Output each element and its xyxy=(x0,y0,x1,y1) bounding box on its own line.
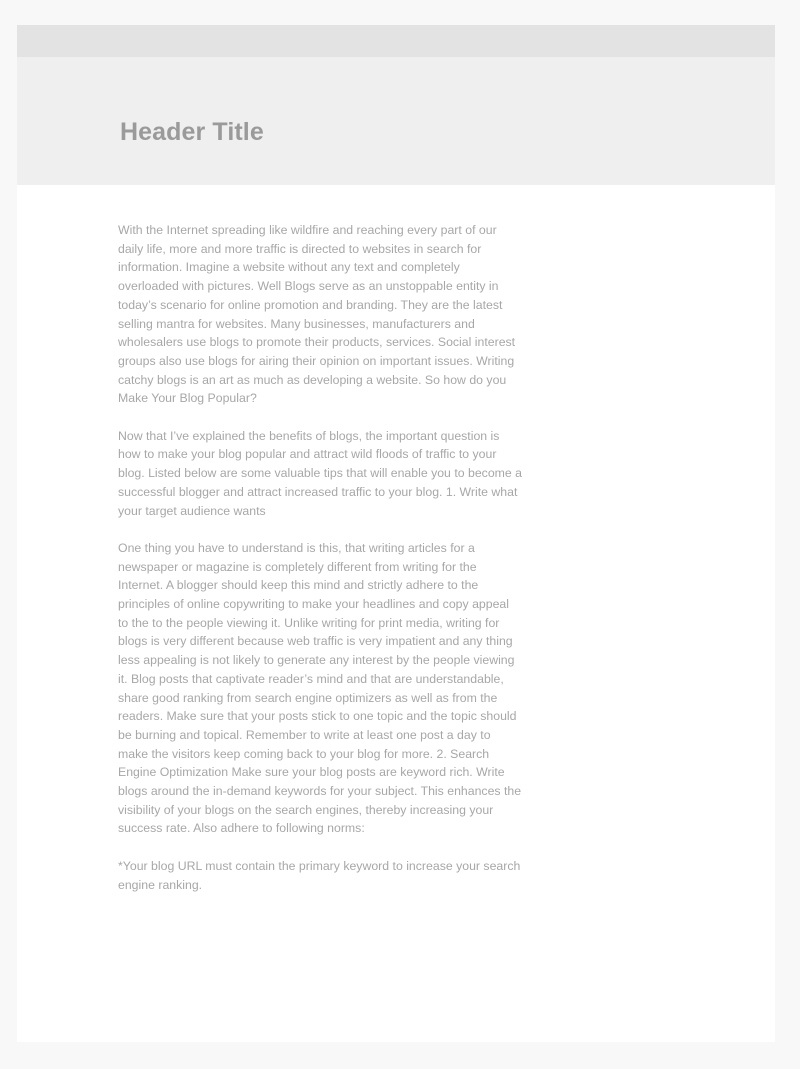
article-body xyxy=(118,221,522,913)
page xyxy=(17,25,775,1042)
page-header xyxy=(17,57,775,185)
top-bar xyxy=(17,25,775,57)
article-paragraph-4: *Your blog URL must contain the primary keyword to increase your search engine ranking. xyxy=(118,858,521,892)
article-paragraph-2: Now that I’ve explained the benefits of blogs, the important question is how to make your blog popular and attract wild floods of traffic to your blog. Listed below are some valuable tips that will enable you to become a successful blogger and attract increased traffic to your blog. 1. Write what your target audience wants xyxy=(118,428,522,518)
page-title: Header Title xyxy=(120,118,264,146)
article-paragraph-3: One thing you have to understand is this, that writing articles for a newspaper or magazine is completely different from writing for the Internet. A blogger should keep this mind and strictly adhere to the principles of online copywriting to make your headlines and copy appeal to the to the people viewing it. Unlike writing for print media, writing for blogs is very different because web traffic is very impatient and any thing less appealing is not likely to generate any interest by the people viewing it. Blog posts that captivate reader’s mind and that are understandable, share good ranking from search engine optimizers as well as from the readers. Make sure that your posts stick to one topic and the topic should be burning and topical. Remember to write at least one post a day to make the visitors keep coming back to your blog for more. 2. Search Engine Optimization Make sure your blog posts are keyword rich. Write blogs around the in-demand keywords for your subject. This enhances the visibility of your blogs on the search engines, thereby increasing your success rate. Also adhere to following norms: xyxy=(118,540,522,836)
article-paragraph-1: With the Internet spreading like wildfire and reaching every part of our daily life, more and more traffic is directed to websites in search for information. Imagine a website without any text and completely overloaded with pictures. Well Blogs serve as an unstoppable entity in today’s scenario for online promotion and branding. They are the latest selling mantra for websites. Many businesses, manufacturers and wholesalers use blogs to promote their products, services. Social interest groups also use blogs for airing their opinion on important issues. Writing catchy blogs is an art as much as developing a website. So how do you Make Your Blog Popular? xyxy=(118,223,516,406)
